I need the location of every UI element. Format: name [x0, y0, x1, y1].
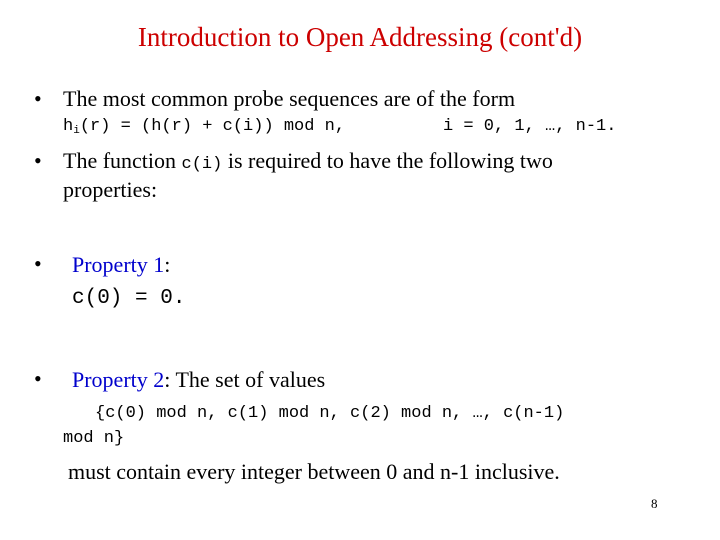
bullet-1-text: The most common probe sequences are of the form	[63, 86, 516, 111]
bullet-marker: •	[34, 86, 42, 111]
property-2-rest: : The set of values	[164, 367, 326, 392]
probe-formula	[63, 117, 345, 137]
property-1-heading	[72, 252, 170, 278]
property-2-conclusion: must contain every integer between 0 and n-1 inclusive.	[68, 459, 560, 484]
formula-rest: (r) = (h(r) + c(i)) mod n,	[79, 117, 346, 136]
bullet-marker: •	[34, 148, 42, 173]
bullet-2-text-b: is required to have the following two	[222, 148, 553, 173]
property-1-label: Property 1	[72, 252, 165, 277]
bullet-2-line-2: properties:	[63, 177, 158, 202]
formula-h: h	[63, 117, 74, 136]
slide-title: Introduction to Open Addressing (cont'd)	[137, 22, 583, 52]
probe-range: i = 0, 1, …, n-1.	[443, 117, 617, 136]
page-number: 8	[651, 496, 658, 511]
property-2-label: Property 2	[72, 367, 165, 392]
bullet-2-text-a: The function	[63, 148, 182, 173]
bullet-marker: •	[34, 251, 42, 276]
property-1-colon: :	[164, 252, 171, 277]
bullet-2-code: c(i)	[181, 155, 223, 174]
bullet-2-line-1	[63, 148, 553, 174]
property-2-set-line-1: {c(0) mod n, c(1) mod n, c(2) mod n, …, c(n-1)	[95, 404, 565, 423]
property-1-formula: c(0) = 0.	[72, 287, 186, 310]
bullet-marker: •	[34, 366, 42, 391]
property-2-heading	[72, 367, 325, 393]
property-2-set-line-2: mod n}	[63, 429, 125, 448]
formula-subscript: i	[73, 125, 80, 137]
